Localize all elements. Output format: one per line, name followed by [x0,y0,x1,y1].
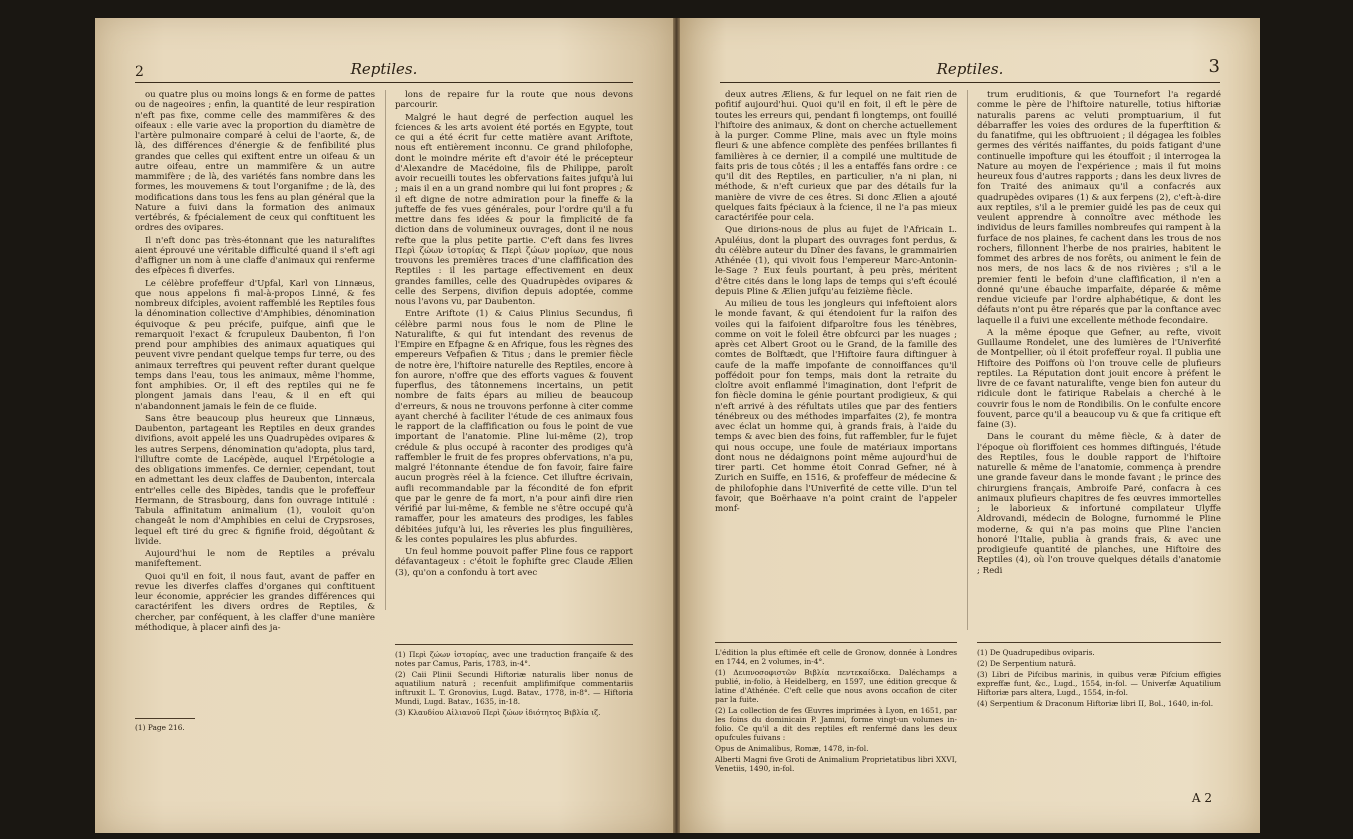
body-paragraph: Sans être beaucoup plus heureux que Linnæus, Daubenton, partageant les Reptiles en deux grandes divifions, avoit appelé les uns Quadrupèdes ovipares & les autres Serpens, dénomination qu'adopta, plus tard, l'illuftre comte de Lacépède, auquel l'Erpétologie a des obligations immenfes. Ce dernier, cependant, tout en admettant les deux claffes de Daubenton, intercala entr'elles celle des Bipèdes, tandis que le profeffeur Hermann, de Strasbourg, dans fon ouvrage intitulé : Tabula affinitatum animalium (1), vouloit qu'on changeât le nom d'Amphibies en celui de Crypsroses, lequel eft tiré du grec & fignifie froid, dégoûtant & livide. [135,413,375,547]
right-page [680,18,1260,833]
left-column-divider [385,90,386,610]
footnote-text: (3) Libri de Pifcibus marinis, in quibus veræ Pifcium effigies expreffæ funt, &c., Lugd., 1554, in-fol. — Univerfæ Aquatilium Hiftoriæ pars altera, Lugd., 1554, in-fol. [977,670,1221,697]
right-column-2-footnotes [977,648,1221,798]
footnote-text: Opus de Animalibus, Romæ, 1478, in-fol. [715,744,869,753]
left-page-column-1 [135,90,375,710]
body-paragraph: Que dirions-nous de plus au fujet de l'Africain L. Apuléius, dont la plupart des ouvrages font perdus, & du célèbre auteur du Dîner des favans, le grammairien Athénée (1), qui vivoit fous l'empereur Marc-Antonin-le-Sage ? Eux feuls pourtant, à peu près, méritent d'être cités dans le long laps de temps qui s'eft écoulé depuis Pline & Ælien jufqu'au feizième fiècle. [715,225,957,297]
book-gutter [673,18,680,833]
body-paragraph: Au milieu de tous les jongleurs qui infeftoient alors le monde favant, & qui étendoient fur la raifon des voiles qui la faifoient difparoître fous les ténèbres, comme on voit le foleil être obfcurci par les nuages ; après cet Albert Groot ou le Grand, de la famille des comtes de Bolftædt, que l'Hiftoire faura diftinguer à caufe de la maffe impofante de connoiffances qu'il poffédoit pour fon temps, mais dont la retraite du cloître avoit enflammé l'imagination, dont l'efprit de fon fiècle domina le génie pourtant prodigieux, & qui n'eft arrivé à des réfultats utiles que par des fentiers ténébreux ou des méthodes imparfaites (2), fe montra avec éclat un homme qui, à grands frais, à l'aide du temps & avec bien des foins, fut raffembler, fur le fujet qui nous occupe, une foule de matériaux importans dont nous ne dédaignons point même aujourd'hui de tirer parti. Cet homme étoit Conrad Gefner, né à Zurich en Suiffe, en 1516, & profeffeur de médecine & de philofophie dans l'Univerfité de cette ville. D'un tel favoir, que Boërhaave n'a point craint de l'appeler monf- [715,299,957,514]
left-page-header [135,60,633,83]
left-column-1-footnote-rule [135,718,195,719]
body-paragraph: Dans le courant du même fiècle, & à dater de l'époque où floriffoient ces hommes diftingués, l'étude des Reptiles, fous le double rapport de l'hiftoire naturelle & même de l'anatomie, commença à prendre une grande faveur dans le monde favant ; le prince des chirurgiens français, Ambroife Paré, confacra à ces animaux plufieurs chapitres de fes œuvres immortelles ; le laborieux & infortuné compilateur Ulyffe Aldrovandi, médecin de Bologne, furnommé le Pline moderne, & qui n'a pas moins que Pline l'ancien honoré l'Italie, publia à grands frais, & avec une prodigieufe quantité de planches, une Hiftoire des Reptiles (4), où l'on trouve quelques détails d'anatomie ; Redi [977,432,1221,576]
footnote-text: (1) De Quadrupedibus oviparis. [977,648,1095,657]
footnote-text: (2) La collection de fes Œuvres imprimées à Lyon, en 1651, par les foins du dominicain P. Jammi, forme vingt-un volumes in-folio. Ce qu'il a dit des reptiles eft renfermé dans les deux opufcules fuivans : [715,706,957,742]
left-page [95,18,673,833]
right-running-head: Reptiles. [936,60,1004,78]
body-paragraph: Entre Ariftote (1) & Caius Plinius Secundus, fi célèbre parmi nous fous le nom de Pline le Naturalifte, & qui fut intendant des revenus de l'Empire en Efpagne & en Afrique, fous les règnes des empereurs Vefpafien & Titus ; dans le premier fiècle de notre ère, l'hiftoire naturelle des Reptiles, encore à fon aurore, n'offre que des efforts vagues & fouvent fuperflus, des tâtonnemens incertains, un petit nombre de faits épars au milieu de beaucoup d'erreurs, & nous ne trouvons perfonne à citer comme ayant cherché à faciliter l'étude de ces animaux fous le rapport de la claffification ou fous le point de vue important de l'anatomie. Pline lui-même (2), trop crédule & plus occupé à raconter des prodiges qu'à raffembler le fruit de fes propres obfervations, n'a pu, malgré l'étonnante étendue de fon favoir, faire faire aucun progrès réel à la fcience. Cet illuftre écrivain, aufli recommandable par la fécondité de fon efprit que par le genre de fa mort, n'a pour ainfi dire rien vérifié par lui-même, & femble ne s'être occupé qu'à ramaffer, pour les amateurs des prodiges, les fables débitées jufqu'à lui, les rêveries les plus finguilières, & les contes populaires les plus abfurdes. [395,309,633,545]
footnote-text: L'édition la plus eftimée eft celle de Gronow, donnée à Londres en 1744, en 2 volumes, in-4°. [715,648,957,666]
left-running-head: Reptiles. [350,60,418,78]
footnote-text: (2) Caii Plinii Secundi Hiftoriæ naturalis liber nonus de aquatilium naturâ ; recenfuit amplifimifque commentariis inftruxit L. T. Gronovius, Lugd. Batav., 1778, in-8°. — Hiftoria Mundi, Lugd. Batav., 1635, in-18. [395,670,633,706]
body-paragraph: A la même époque que Gefner, au refte, vivoit Guillaume Rondelet, une des lumières de l'Univerfité de Montpellier, où il étoit profeffeur royal. Il publia une Hiftoire des Poiffons où l'on trouve celle de plufieurs reptiles. La Réputation dont jouit encore à préfent le livre de ce favant naturalifte, venge bien fon auteur du ridicule dont le fatirique Rabelais a cherché à le couvrir fous le nom de Rondibilis. On le confulte encore fouvent, parce qu'il a beaucoup vu & que fa critique eft faine (3). [977,327,1221,430]
right-page-column-1 [715,90,957,638]
right-column-2-footnote-rule [977,642,1221,643]
footnote-text: (1) Page 216. [135,723,185,732]
left-column-1-footnote [135,723,375,743]
body-paragraph: Le célèbre profeffeur d'Upfal, Karl von Linnæus, que nous appelons fi mal-à-propos Linné, & fes nombreux difciples, avoient raffemblé les Reptiles fous la dénomination collective d'Amphibies, dénomination équivoque & peu précife, puifque, ainfi que le remarquoit l'exact & fcrupuleux Daubenton, fi l'on prend pour amphibies des animaux aquatiques qui peuvent vivre pendant quelque temps fur terre, ou des animaux terreftres qui peuvent refter durant quelque temps dans l'eau, tous les animaux, même l'homme, font amphibies. Or, il eft des reptiles qui ne fe plongent jamais dans l'eau, & il en eft qui n'abandonnent jamais le fein de ce fluide. [135,278,375,412]
right-column-divider [967,90,968,630]
right-column-1-footnote-rule [715,642,957,643]
body-paragraph: deux autres Æliens, & fur lequel on ne fait rien de pofitif aujourd'hui. Quoi qu'il en foit, il eft le père de toutes les erreurs qui, pendant fi longtemps, ont fouillé l'hiftoire des animaux, & dont on cherche actuellement à la purger. Comme Pline, mais avec un ftyle moins fleuri & une abfence complète des penfées brillantes fi familières à ce dernier, il a compilé une multitude de faits pris de tous côtés ; il les a entaffés fans ordre : ce qu'il dit des Reptiles, en particulier, n'a ni plan, ni méthode, & n'eft curieux que par des détails fur la manière de vivre de ces êtres. Si donc Ælien a ajouté quelques faits fpéciaux à la fcience, il ne l'a pas mieux caractérifée pour cela. [715,90,957,223]
footnote-text: (1) Περὶ ζώων ἱστορίας, avec une traduction françaife & des notes par Camus, Paris, 1783, in-4°. [395,650,633,668]
body-paragraph: trum eruditionis, & que Tournefort l'a regardé comme le père de l'hiftoire naturelle, totius hiftoriæ naturalis parens ac veluti promptuarium, il fut débarraffer les voies des ordures de la fuperftition & du fanatifme, qui les obftruoient ; il dégagea les foibles germes des vérités naiffantes, du poids fatigant d'une continuelle impofture qui les étouffoit ; il interrogea la Nature au moyen de l'expérience ; mais il fut moins heureux fous d'autres rapports ; dans les deux livres de fon Traité des animaux qu'il a confacrés aux quadrupèdes ovipares (1) & aux ferpens (2), c'eft-à-dire aux reptiles, s'il a le premier guidé les pas de ceux qui veulent apprendre à connoître avec méthode les individus de leurs familles nombreufes qui rampent à la furface de nos plaines, fe cachent dans les trous de nos rochers, fillonnent l'herbe de nos prairies, habitent le fommet des arbres de nos forêts, ou animent le fein de nos mers, de nos lacs & de nos rivières ; s'il a le premier fenti le befoin d'une claffification, il n'en a donné qu'une ébauche imparfaite, déparée & même rendue vicieufe par l'ordre alphabétique, & dont les défauts n'ont pu être réparés que par la conftance avec laquelle il a fuivi une excellente méthode fecondaire. [977,90,1221,326]
body-paragraph: Un feul homme pouvoit paffer Pline fous ce rapport défavantageux : c'étoit le fophifte grec Claude Ælien (3), qu'on a confondu à tort avec [395,547,633,578]
footnote-text: Alberti Magni five Groti de Animalium Proprietatibus libri XXVI, Venetiis, 1490, in-fol. [715,755,957,773]
book-spread [95,18,1260,833]
right-page-header [720,56,1220,83]
footnote-text: (4) Serpentium & Draconum Hiftoriæ libri II, Bol., 1640, in-fol. [977,699,1214,708]
footnote-text: (2) De Serpentium naturâ. [977,659,1076,668]
body-paragraph: Quoi qu'il en foit, il nous faut, avant de paffer en revue les diverfes claffes d'organes qui conftituent leur économie, apprécier les grandes différences qui caractérifent les divers ordres de Reptiles, & chercher, par conféquent, à les claffer d'une manière méthodique, à placer ainfi des ja- [135,571,375,633]
body-paragraph: Malgré le haut degré de perfection auquel les fciences & les arts avoient été portés en Egypte, tout ce qui a été écrit fur cette matière avant Ariftote, nous eft entièrement inconnu. Ce grand philofophe, dont le moindre mérite eft d'avoir été le précepteur d'Alexandre de Macédoine, fils de Philippe, paroît avoir recueilli toutes les obfervations faites jufqu'à lui ; mais il en a un grand nombre qui lui font propres ; & il eft digne de notre admiration pour la fineffe & la jufteffe de fes vues générales, pour l'ordre qu'il a fu mettre dans fes idées & pour la fimplicité de fa diction dans de volumineux ouvrages, dont il ne nous refte que la plus petite partie. C'eft dans fes livres Περὶ ζώων ἱστορίας & Περὶ ζώων μορίων, que nous trouvons les premières traces d'une claffification des Reptiles : il les partage effectivement en deux grandes familles, celle des Quadrupèdes ovipares & celle des Serpens, divifion depuis adoptée, comme nous l'avons vu, par Daubenton. [395,112,633,307]
right-page-column-2 [977,90,1221,635]
right-column-1-footnotes [715,648,957,798]
left-page-column-2 [395,90,633,638]
left-column-2-footnotes [395,650,633,770]
left-column-2-footnote-rule [395,644,633,645]
body-paragraph: ou quatre plus ou moins longs & en forme de pattes ou de nageoires ; enfin, la quantité de leur respiration n'eft pas fixe, comme celle des mammifères & des oifeaux : elle varie avec la proportion du diamètre de l'artère pulmonaire comparé à celui de l'aorte, &, de là, des différences d'énergie & de fenfibilité plus grandes que celles qui exiftent entre un oifeau & un autre oifeau, entre un mammifère & un autre mammifère ; de là, des variétés fans nombre dans les formes, les mouvemens & tout l'organifme ; de là, des modifications dans tous les fens au plan général que la Nature a fuivi dans la formation des animaux vertébrés, & fpécialement de ceux qui conftituent les ordres des ovipares. [135,90,375,234]
footnote-text: (3) Κλαυδίου Αἰλιανοῦ Περὶ ζώων ἰδιότητος Βιβλία ιζ. [395,708,601,717]
footnote-text: (1) Δειπνοσοφιστῶν Βιβλία πεντεκαίδεκα. Daléchamps a publié, in-folio, à Heidelberg, en 1597, une édition grecque & latine d'Athénée. C'eft celle que nous avons occafion de citer par la fuite. [715,668,957,704]
left-page-number: 2 [135,64,144,80]
signature-mark: A 2 [1191,791,1212,805]
right-page-number: 3 [1208,56,1220,77]
body-paragraph: Aujourd'hui le nom de Reptiles a prévalu manifeftement. [135,549,375,570]
body-paragraph: Il n'eft donc pas très-étonnant que les naturaliftes aient éprouvé une véritable difficulté quand il s'eft agi d'affigner un nom à une claffe d'animaux qui renferme des efpèces fi diverfes. [135,235,375,277]
body-paragraph: lons de repaire fur la route que nous devons parcourir. [395,90,633,111]
